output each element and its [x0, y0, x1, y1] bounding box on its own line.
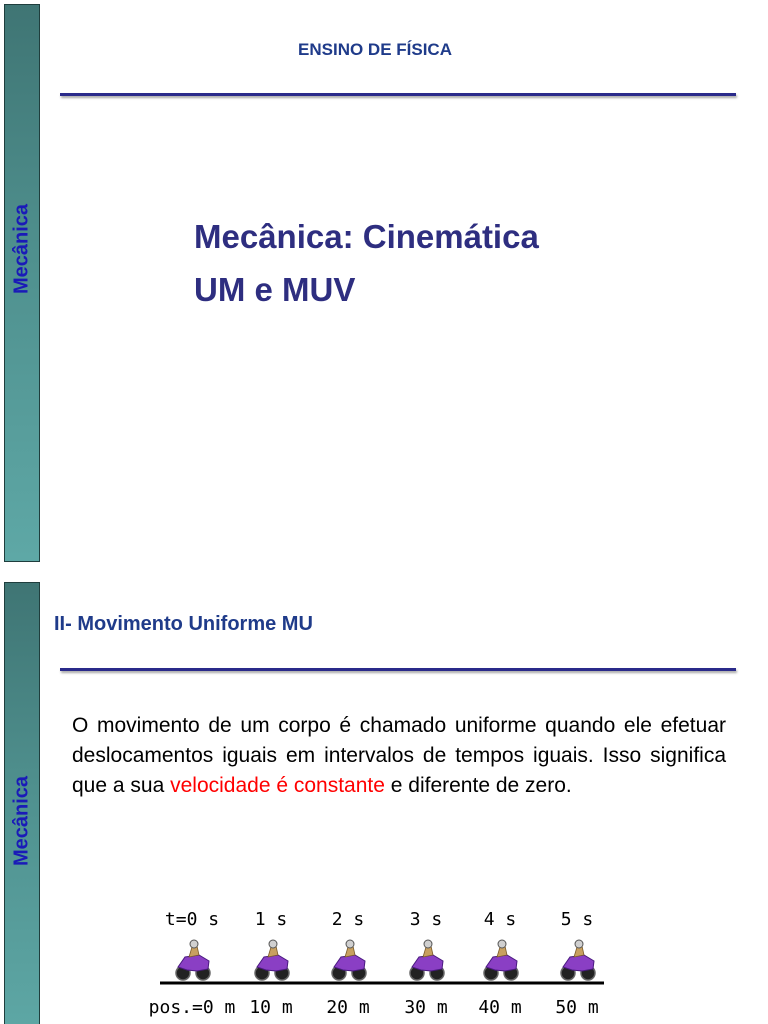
paragraph-text-part2: e diferente de zero. [384, 774, 572, 797]
time-label: 2 s [331, 909, 365, 930]
uniform-motion-diagram [130, 905, 610, 1024]
position-label: 50 m [555, 997, 599, 1018]
motion-diagram-svg [130, 905, 610, 1024]
slide-title-line2: UM e MUV [194, 271, 356, 308]
sidebar-band [4, 4, 40, 562]
time-label: 4 s [483, 909, 517, 930]
position-label: 30 m [404, 997, 448, 1018]
section-title: II- Movimento Uniforme MU [54, 613, 313, 635]
paragraph-text-part1: O movimento de um corpo é chamado uniforme quando ele efetuar deslocamentos iguais em intervalos de tempos iguais. Isso significa que a sua [72, 714, 726, 797]
position-label: pos.=0 m [148, 997, 236, 1018]
sidebar-label: Mecânica [10, 775, 33, 867]
header-divider [60, 93, 736, 96]
position-label: 40 m [478, 997, 522, 1018]
motorcycle-icon [410, 940, 444, 980]
motorcycle-icon [255, 940, 289, 980]
paragraph-highlight: velocidade é constante [170, 774, 385, 797]
sidebar-label: Mecânica [10, 203, 33, 295]
motorcycle-icon [484, 940, 518, 980]
time-label: 5 s [560, 909, 594, 930]
header-title: ENSINO DE FÍSICA [298, 40, 452, 59]
sidebar-band [4, 582, 40, 1024]
position-label: 20 m [326, 997, 370, 1018]
position-label: 10 m [249, 997, 293, 1018]
motorcycle-icon [332, 940, 366, 980]
definition-paragraph [72, 711, 726, 801]
motorcycle-icon [561, 940, 595, 980]
section-divider [60, 668, 736, 671]
time-label: 3 s [409, 909, 443, 930]
content-slide [0, 580, 768, 1024]
time-label: 1 s [254, 909, 288, 930]
time-label: t=0 s [164, 909, 220, 930]
motorcycle-icon [176, 940, 210, 980]
slide-title-line1: Mecânica: Cinemática [194, 218, 539, 255]
